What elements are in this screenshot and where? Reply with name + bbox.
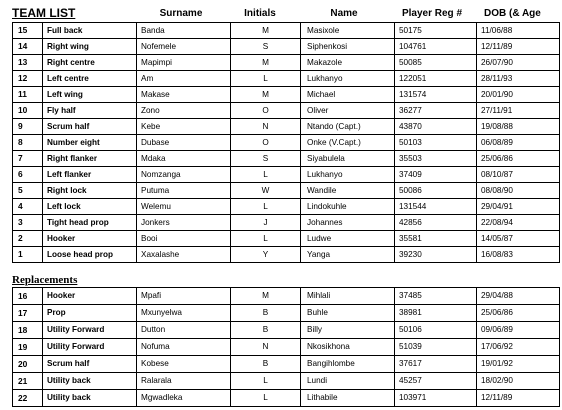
surname-cell: Xaxalashe bbox=[137, 247, 231, 263]
initials-cell: S bbox=[231, 39, 301, 55]
position-cell: Utility back bbox=[43, 373, 137, 390]
player-reg-cell: 131544 bbox=[395, 199, 477, 215]
position-cell: Loose head prop bbox=[43, 247, 137, 263]
jersey-number-cell: 9 bbox=[13, 119, 43, 135]
surname-cell: Welemu bbox=[137, 199, 231, 215]
first-name-cell: Yanga bbox=[301, 247, 395, 263]
surname-cell: Kobese bbox=[137, 356, 231, 373]
player-reg-cell: 42856 bbox=[395, 215, 477, 231]
team-list-heading: TEAM LIST bbox=[12, 6, 76, 20]
date-of-birth-cell: 29/04/91 bbox=[477, 199, 560, 215]
jersey-number-cell: 21 bbox=[13, 373, 43, 390]
position-cell: Number eight bbox=[43, 135, 137, 151]
date-of-birth-cell: 25/06/86 bbox=[477, 305, 560, 322]
player-reg-cell: 104761 bbox=[395, 39, 477, 55]
jersey-number-cell: 18 bbox=[13, 322, 43, 339]
table-row bbox=[13, 55, 560, 71]
position-cell: Left centre bbox=[43, 71, 137, 87]
date-of-birth-cell: 09/06/89 bbox=[477, 322, 560, 339]
date-of-birth-cell: 17/06/92 bbox=[477, 339, 560, 356]
initials-cell: M bbox=[231, 87, 301, 103]
surname-header: Surname bbox=[159, 8, 203, 19]
first-name-cell: Masixole bbox=[301, 23, 395, 39]
first-name-cell: Lundi bbox=[301, 373, 395, 390]
initials-cell: N bbox=[231, 339, 301, 356]
table-row bbox=[13, 119, 560, 135]
table-row bbox=[13, 39, 560, 55]
surname-cell: Mpafi bbox=[137, 288, 231, 305]
first-name-cell: Johannes bbox=[301, 215, 395, 231]
table-row bbox=[13, 247, 560, 263]
surname-cell: Dubase bbox=[137, 135, 231, 151]
player-reg-cell: 45257 bbox=[395, 373, 477, 390]
replacements-heading: Replacements bbox=[12, 274, 78, 286]
player-reg-cell: 37617 bbox=[395, 356, 477, 373]
player-reg-cell: 36277 bbox=[395, 103, 477, 119]
table-row bbox=[13, 305, 560, 322]
initials-cell: L bbox=[231, 231, 301, 247]
table-row bbox=[13, 390, 560, 407]
initials-cell: L bbox=[231, 390, 301, 407]
surname-cell: Mapimpi bbox=[137, 55, 231, 71]
first-name-cell: Lithabile bbox=[301, 390, 395, 407]
date-of-birth-cell: 20/01/90 bbox=[477, 87, 560, 103]
surname-cell: Mdaka bbox=[137, 151, 231, 167]
jersey-number-cell: 17 bbox=[13, 305, 43, 322]
player-reg-cell: 37409 bbox=[395, 167, 477, 183]
table-row bbox=[13, 71, 560, 87]
table-row bbox=[13, 373, 560, 390]
surname-cell: Makase bbox=[137, 87, 231, 103]
position-cell: Prop bbox=[43, 305, 137, 322]
position-cell: Tight head prop bbox=[43, 215, 137, 231]
date-of-birth-cell: 08/08/90 bbox=[477, 183, 560, 199]
date-of-birth-cell: 19/01/92 bbox=[477, 356, 560, 373]
surname-cell: Nofemele bbox=[137, 39, 231, 55]
surname-cell: Ralarala bbox=[137, 373, 231, 390]
jersey-number-cell: 22 bbox=[13, 390, 43, 407]
first-name-cell: Siphenkosi bbox=[301, 39, 395, 55]
surname-cell: Dutton bbox=[137, 322, 231, 339]
first-name-cell: Nkosikhona bbox=[301, 339, 395, 356]
player-reg-cell: 51039 bbox=[395, 339, 477, 356]
jersey-number-cell: 2 bbox=[13, 231, 43, 247]
position-cell: Utility Forward bbox=[43, 322, 137, 339]
position-cell: Left wing bbox=[43, 87, 137, 103]
player-reg-cell: 38981 bbox=[395, 305, 477, 322]
initials-cell: M bbox=[231, 23, 301, 39]
date-of-birth-cell: 11/06/88 bbox=[477, 23, 560, 39]
table-row bbox=[13, 167, 560, 183]
player-reg-cell: 43870 bbox=[395, 119, 477, 135]
date-of-birth-cell: 27/11/91 bbox=[477, 103, 560, 119]
jersey-number-cell: 5 bbox=[13, 183, 43, 199]
position-cell: Right centre bbox=[43, 55, 137, 71]
surname-cell: Booi bbox=[137, 231, 231, 247]
jersey-number-cell: 15 bbox=[13, 23, 43, 39]
date-of-birth-cell: 14/05/87 bbox=[477, 231, 560, 247]
table-row bbox=[13, 151, 560, 167]
surname-cell: Jonkers bbox=[137, 215, 231, 231]
date-of-birth-cell: 12/11/89 bbox=[477, 390, 560, 407]
position-cell: Hooker bbox=[43, 288, 137, 305]
initials-cell: L bbox=[231, 71, 301, 87]
initials-cell: M bbox=[231, 55, 301, 71]
surname-cell: Banda bbox=[137, 23, 231, 39]
jersey-number-cell: 11 bbox=[13, 87, 43, 103]
initials-cell: O bbox=[231, 103, 301, 119]
first-name-cell: Ntando (Capt.) bbox=[301, 119, 395, 135]
first-name-cell: Ludwe bbox=[301, 231, 395, 247]
initials-cell: L bbox=[231, 373, 301, 390]
surname-cell: Putuma bbox=[137, 183, 231, 199]
player-reg-cell: 103971 bbox=[395, 390, 477, 407]
position-cell: Right wing bbox=[43, 39, 137, 55]
table-row bbox=[13, 231, 560, 247]
initials-cell: B bbox=[231, 356, 301, 373]
table-row bbox=[13, 103, 560, 119]
initials-cell: Y bbox=[231, 247, 301, 263]
first-name-cell: Lukhanyo bbox=[301, 71, 395, 87]
initials-cell: O bbox=[231, 135, 301, 151]
initials-cell: B bbox=[231, 322, 301, 339]
date-of-birth-cell: 28/11/93 bbox=[477, 71, 560, 87]
table-row bbox=[13, 199, 560, 215]
player-reg-cell: 122051 bbox=[395, 71, 477, 87]
table-row bbox=[13, 339, 560, 356]
position-cell: Left lock bbox=[43, 199, 137, 215]
initials-cell: L bbox=[231, 167, 301, 183]
jersey-number-cell: 19 bbox=[13, 339, 43, 356]
table-row bbox=[13, 23, 560, 39]
player-reg-cell: 50175 bbox=[395, 23, 477, 39]
initials-cell: B bbox=[231, 305, 301, 322]
initials-cell: L bbox=[231, 199, 301, 215]
surname-cell: Nomzanga bbox=[137, 167, 231, 183]
jersey-number-cell: 12 bbox=[13, 71, 43, 87]
first-name-cell: Billy bbox=[301, 322, 395, 339]
first-name-cell: Michael bbox=[301, 87, 395, 103]
first-name-cell: Mihlali bbox=[301, 288, 395, 305]
first-name-cell: Lukhanyo bbox=[301, 167, 395, 183]
date-of-birth-cell: 22/08/94 bbox=[477, 215, 560, 231]
table-row bbox=[13, 322, 560, 339]
table-row bbox=[13, 356, 560, 373]
date-of-birth-cell: 08/10/87 bbox=[477, 167, 560, 183]
jersey-number-cell: 16 bbox=[13, 288, 43, 305]
jersey-number-cell: 14 bbox=[13, 39, 43, 55]
surname-cell: Mgwadleka bbox=[137, 390, 231, 407]
table-row bbox=[13, 135, 560, 151]
date-of-birth-cell: 16/08/83 bbox=[477, 247, 560, 263]
first-name-cell: Bangihlombe bbox=[301, 356, 395, 373]
name-header: Name bbox=[330, 8, 358, 19]
first-name-cell: Wandile bbox=[301, 183, 395, 199]
position-cell: Right lock bbox=[43, 183, 137, 199]
date-of-birth-cell: 26/07/90 bbox=[477, 55, 560, 71]
surname-cell: Mxunyelwa bbox=[137, 305, 231, 322]
jersey-number-cell: 6 bbox=[13, 167, 43, 183]
first-name-cell: Lindokuhle bbox=[301, 199, 395, 215]
jersey-number-cell: 10 bbox=[13, 103, 43, 119]
initials-header: Initials bbox=[244, 8, 276, 19]
initials-cell: N bbox=[231, 119, 301, 135]
initials-cell: W bbox=[231, 183, 301, 199]
date-of-birth-cell: 29/04/88 bbox=[477, 288, 560, 305]
player-reg-cell: 131574 bbox=[395, 87, 477, 103]
initials-cell: M bbox=[231, 288, 301, 305]
jersey-number-cell: 3 bbox=[13, 215, 43, 231]
initials-cell: J bbox=[231, 215, 301, 231]
first-name-cell: Buhle bbox=[301, 305, 395, 322]
jersey-number-cell: 4 bbox=[13, 199, 43, 215]
position-cell: Fly half bbox=[43, 103, 137, 119]
table-row bbox=[13, 183, 560, 199]
position-cell: Scrum half bbox=[43, 356, 137, 373]
position-cell: Utility Forward bbox=[43, 339, 137, 356]
replacements-table bbox=[12, 287, 560, 407]
surname-cell: Zono bbox=[137, 103, 231, 119]
player-reg-cell: 50106 bbox=[395, 322, 477, 339]
initials-cell: S bbox=[231, 151, 301, 167]
table-row bbox=[13, 87, 560, 103]
position-cell: Utility back bbox=[43, 390, 137, 407]
player-reg-cell: 50103 bbox=[395, 135, 477, 151]
position-cell: Scrum half bbox=[43, 119, 137, 135]
date-of-birth-cell: 12/11/89 bbox=[477, 39, 560, 55]
date-of-birth-cell: 06/08/89 bbox=[477, 135, 560, 151]
jersey-number-cell: 1 bbox=[13, 247, 43, 263]
first-name-cell: Siyabulela bbox=[301, 151, 395, 167]
player-reg-cell: 35503 bbox=[395, 151, 477, 167]
jersey-number-cell: 8 bbox=[13, 135, 43, 151]
surname-cell: Nofuma bbox=[137, 339, 231, 356]
date-of-birth-cell: 19/08/88 bbox=[477, 119, 560, 135]
player-reg-cell: 50086 bbox=[395, 183, 477, 199]
jersey-number-cell: 7 bbox=[13, 151, 43, 167]
team-list-table bbox=[12, 22, 560, 263]
date-of-birth-cell: 25/06/86 bbox=[477, 151, 560, 167]
first-name-cell: Onke (V.Capt.) bbox=[301, 135, 395, 151]
position-cell: Left flanker bbox=[43, 167, 137, 183]
position-cell: Right flanker bbox=[43, 151, 137, 167]
table-row bbox=[13, 288, 560, 305]
position-cell: Full back bbox=[43, 23, 137, 39]
player-reg-cell: 39230 bbox=[395, 247, 477, 263]
first-name-cell: Makazole bbox=[301, 55, 395, 71]
table-row bbox=[13, 215, 560, 231]
surname-cell: Am bbox=[137, 71, 231, 87]
dob-header: DOB (& Age bbox=[484, 8, 541, 19]
player-reg-cell: 50085 bbox=[395, 55, 477, 71]
jersey-number-cell: 13 bbox=[13, 55, 43, 71]
position-cell: Hooker bbox=[43, 231, 137, 247]
player-reg-cell: 37485 bbox=[395, 288, 477, 305]
surname-cell: Kebe bbox=[137, 119, 231, 135]
jersey-number-cell: 20 bbox=[13, 356, 43, 373]
date-of-birth-cell: 18/02/90 bbox=[477, 373, 560, 390]
player-reg-header: Player Reg # bbox=[401, 8, 463, 19]
player-reg-cell: 35581 bbox=[395, 231, 477, 247]
first-name-cell: Oliver bbox=[301, 103, 395, 119]
